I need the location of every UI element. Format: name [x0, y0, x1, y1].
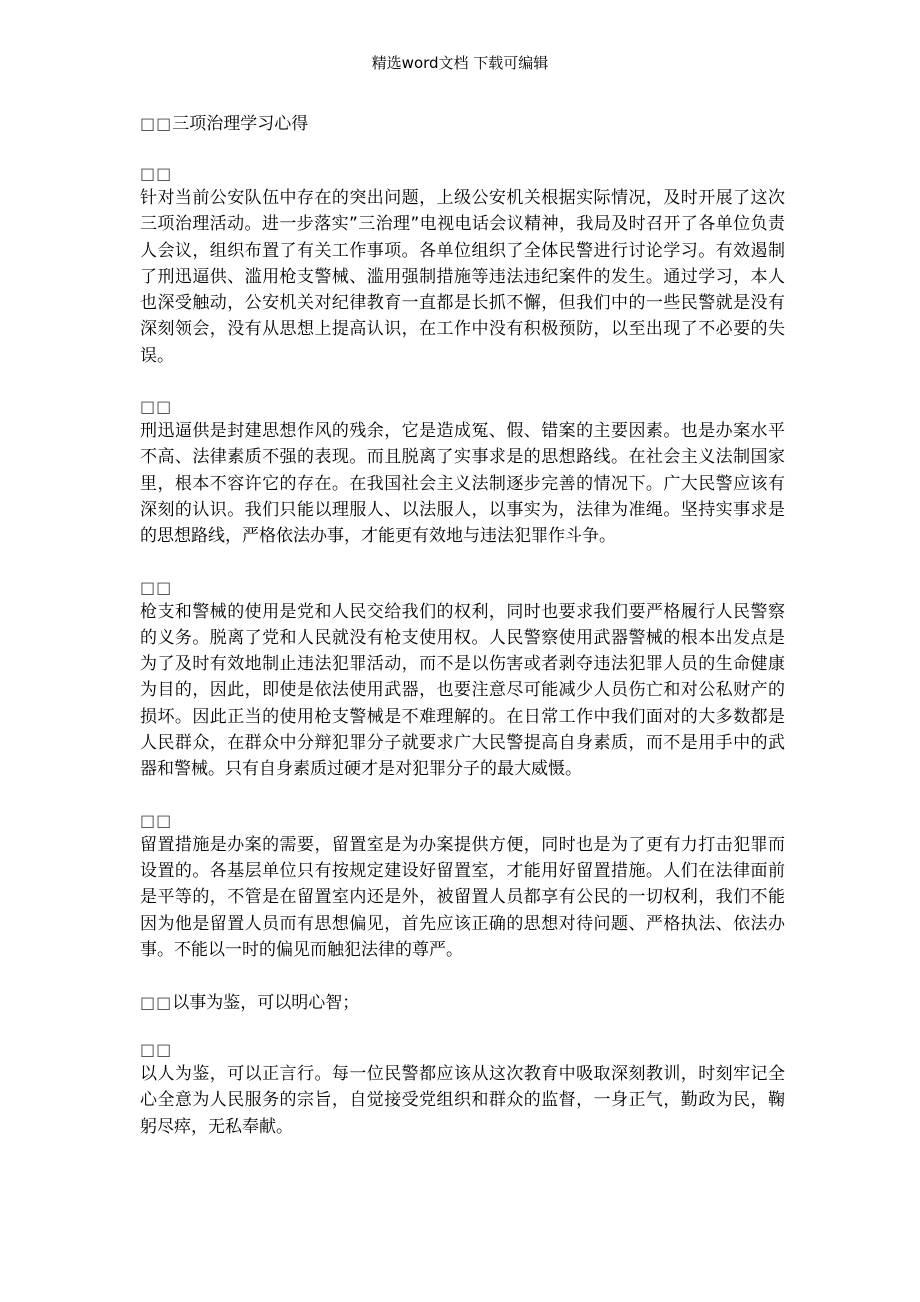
document-title-line	[140, 112, 785, 136]
document-body	[140, 112, 785, 1167]
section-final	[140, 1039, 785, 1140]
section-marker: □□	[140, 397, 173, 417]
bullet-marker: □□	[140, 114, 173, 133]
section-marker: □□	[140, 810, 173, 830]
section-1-paragraph: 针对当前公安队伍中存在的突出问题，上级公安机关根据实际情况，及时开展了这次三项治理活动。进一步落实”三治理”电视电话会议精神，我局及时召开了各单位负责人会议，组织布置了有关工作事项。各单位组织了全体民警进行讨论学习。有效遏制了刑迅逼供、滥用枪支警械、滥用强制措施等违法违纪案件的发生。通过学习，本人也深受触动，公安机关对纪律教育一直都是长抓不懈，但我们中的一些民警就是没有深刻领会，没有从思想上提高认识，在工作中没有积极预防，以至出现了不必要的失误。	[140, 188, 785, 366]
section-marker: □□	[140, 164, 173, 183]
final-paragraph: 以人为鉴，可以正言行。每一位民警都应该从这次教育中吸取深刻教训，时刻牢记全心全意为人民服务的宗旨，自觉接受党组织和群众的监督，一身正气，勤政为民，鞠躬尽瘁，无私奉献。	[140, 1064, 785, 1137]
section-3	[140, 577, 785, 783]
section-4	[140, 810, 785, 963]
inline-heading-line	[140, 990, 785, 1016]
section-marker: □□	[140, 1040, 173, 1060]
section-4-paragraph: 留置措施是办案的需要，留置室是为办案提供方便，同时也是为了更有力打击犯罪而设置的。各基层单位只有按规定建设好留置室，才能用好留置措施。人们在法律面前是平等的，不管是在留置室内还是外，被留置人员都享有公民的一切权利，我们不能因为他是留置人员而有思想偏见，首先应该正确的思想对待问题、严格执法、依法办事。不能以一时的偏见而触犯法律的尊严。	[140, 834, 785, 960]
section-3-paragraph: 枪支和警械的使用是党和人民交给我们的权利，同时也要求我们要严格履行人民警察的义务。脱离了党和人民就没有枪支使用权。人民警察使用武器警械的根本出发点是为了及时有效地制止违法犯罪活动，而不是以伤害或者剥夺违法犯罪人员的生命健康为目的，因此，即使是依法使用武器，也要注意尽可能减少人员伤亡和对公私财产的损坏。因此正当的使用枪支警械是不难理解的。在日常工作中我们面对的大多数都是人民群众，在群众中分辩犯罪分子就要求广大民警提高自身素质，而不是用手中的武器和警械。只有自身素质过硬才是对犯罪分子的最大威慑。	[140, 601, 785, 780]
inline-heading: 以事为鉴，可以明心智；	[172, 993, 360, 1014]
section-1	[140, 163, 785, 369]
page-header: 精选word文档 下载可编辑	[371, 54, 549, 72]
section-2	[140, 396, 785, 549]
bullet-marker: □□	[140, 993, 173, 1013]
document-title: 三项治理学习心得	[172, 114, 309, 134]
section-marker: □□	[140, 577, 173, 597]
section-2-paragraph: 刑迅逼供是封建思想作风的残余，它是造成冤、假、错案的主要因素。也是办案水平不高、法律素质不强的表现。而且脱离了实事求是的思想路线。在社会主义法制国家里，根本不容许它的存在。在我国社会主义法制逐步完善的情况下。广大民警应该有深刻的认识。我们只能以理服人、以法服人，以事实为，法律为准绳。坚持实事求是的思想路线，严格依法办事，才能更有效地与违法犯罪作斗争。	[140, 421, 785, 547]
